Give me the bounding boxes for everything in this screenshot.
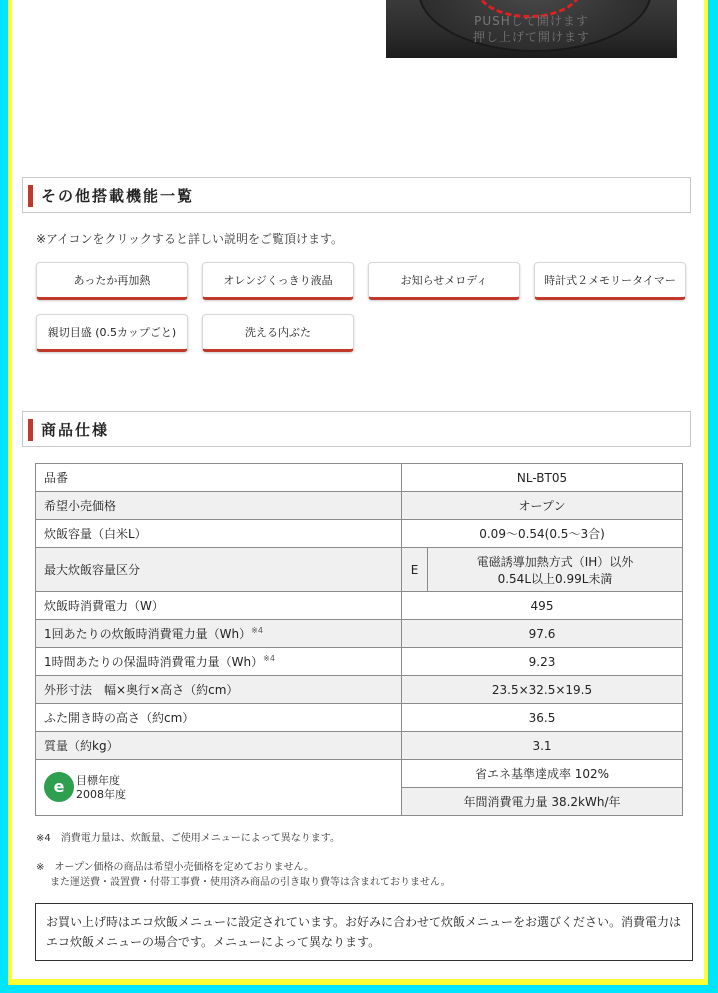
spec-value: 97.6 (402, 620, 683, 648)
table-row (36, 704, 683, 732)
footnote-open-price (36, 860, 451, 890)
eco-mark-icon: e (44, 772, 74, 802)
eco-achievement: 省エネ基準達成率 102% (402, 760, 683, 788)
spec-title: 商品仕様 (41, 421, 110, 439)
features-title: その他搭載機能一覧 (41, 187, 195, 205)
embossed-text-2: 押し上げて開けます (472, 30, 590, 44)
capacity-class-code: E (402, 548, 428, 592)
spec-section-header (22, 411, 691, 447)
spec-value-line: 0.54L以上0.99L未満 (497, 571, 613, 586)
eco-label (44, 763, 393, 813)
spec-label: 炊飯容量（白米L） (36, 520, 402, 548)
spec-label: 外形寸法 幅×奥行×高さ（約cm） (36, 676, 402, 704)
table-row (36, 592, 683, 620)
spec-label (36, 620, 402, 648)
eco-annual-consumption: 年間消費電力量 38.2kWh/年 (402, 788, 683, 816)
features-note: ※アイコンをクリックすると詳しい説明をご覧頂けます。 (36, 232, 344, 246)
table-row (36, 464, 683, 492)
spec-label-text: 1時間あたりの保温時消費電力量（Wh） (44, 655, 264, 669)
spec-value: 495 (402, 592, 683, 620)
spec-value: 3.1 (402, 732, 683, 760)
spec-value-line: 電磁誘導加熱方式（IH）以外 (476, 554, 634, 569)
spec-value: 23.5×32.5×19.5 (402, 676, 683, 704)
spec-value: オープン (402, 492, 683, 520)
feature-button-melody[interactable]: お知らせメロディ (368, 262, 520, 300)
spec-value: NL-BT05 (402, 464, 683, 492)
table-row (36, 620, 683, 648)
footnote-ref: ※4 (263, 654, 275, 663)
spec-label: 希望小売価格 (36, 492, 402, 520)
section-accent-bar (28, 419, 33, 441)
table-row (36, 732, 683, 760)
eco-target-label: 目標年度 (76, 773, 120, 787)
info-box: お買い上げ時はエコ炊飯メニューに設定されています。お好みに合わせて炊飯メニューをお選びください。消費電力はエコ炊飯メニューの場合です。メニューによって異なります。 (35, 903, 693, 961)
footnote-ref: ※4 (251, 626, 263, 635)
eco-target (76, 774, 126, 802)
embossed-text-1: PUSHして開けます (474, 14, 589, 28)
feature-button-orange-lcd[interactable]: オレンジくっきり液晶 (202, 262, 354, 300)
feature-button-timer[interactable]: 時計式２メモリータイマー (534, 262, 686, 300)
eco-cell (36, 760, 402, 816)
table-row (36, 676, 683, 704)
features-section-header (22, 177, 691, 213)
spec-value: 9.23 (402, 648, 683, 676)
footnote-4: ※4 消費電力量は、炊飯量、ご使用メニューによって異なります。 (36, 833, 340, 844)
feature-button-reheat[interactable]: あったか再加熱 (36, 262, 188, 300)
product-photo (386, 0, 677, 58)
spec-table (35, 463, 683, 816)
spec-label: 炊飯時消費電力（W） (36, 592, 402, 620)
spec-value: 0.09～0.54(0.5～3合) (402, 520, 683, 548)
spec-label: 品番 (36, 464, 402, 492)
spec-label (36, 648, 402, 676)
section-accent-bar (28, 185, 33, 207)
spec-label: 質量（約kg） (36, 732, 402, 760)
table-row (36, 760, 683, 788)
feature-button-washable-lid[interactable]: 洗える内ぶた (202, 314, 354, 352)
table-row (36, 548, 683, 592)
table-row (36, 520, 683, 548)
feature-button-scale[interactable]: 親切目盛 (0.5カップごと) (36, 314, 188, 352)
spec-value (428, 548, 683, 592)
footnote-line: ※ オープン価格の商品は希望小売価格を定めておりません。 (36, 862, 315, 873)
spec-label: 最大炊飯容量区分 (36, 548, 402, 592)
table-row (36, 492, 683, 520)
eco-target-year: 2008年度 (76, 787, 126, 801)
spec-value: 36.5 (402, 704, 683, 732)
spec-label-text: 1回あたりの炊飯時消費電力量（Wh） (44, 627, 252, 641)
footnote-line: また運送費・設置費・付帯工事費・使用済み商品の引き取り費等は含まれておりません。 (50, 877, 451, 888)
spec-label: ふた開き時の高さ（約cm） (36, 704, 402, 732)
table-row (36, 648, 683, 676)
